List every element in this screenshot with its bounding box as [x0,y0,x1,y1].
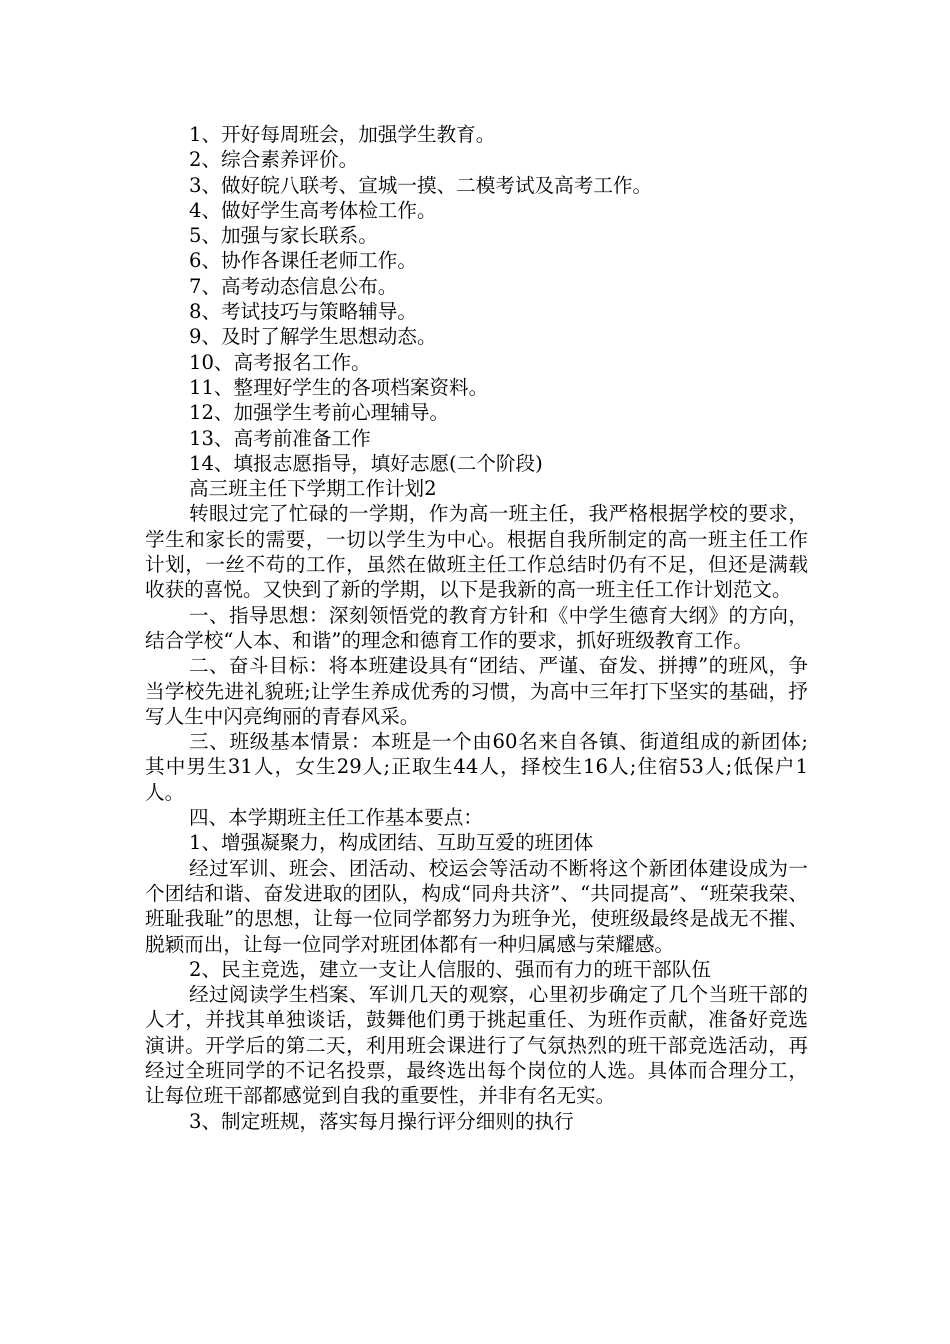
heading-key-points: 四、本学期班主任工作基本要点： [189,806,483,830]
list-item: 5、加强与家长联系。 [189,224,378,248]
list-item: 8、考试技巧与策略辅导。 [189,300,417,324]
list-item: 4、做好学生高考体检工作。 [189,198,437,222]
list-item: 11、整理好学生的各项档案资料。 [189,375,489,399]
paragraph-cohesion: 经过军训、班会、团活动、校运会等活动不断将这个新团体建设成为一个团结和谐、奋发进取的团队，构成“同舟共济”、“共同提高”、“班荣我荣、班耻我耻”的思想，让每一位同学都努力为班争光，使班级最终是战无不摧、脱颖而出，让每一位同学对班团体都有一种归属感与荣耀感。 [145,856,808,956]
work-item-list [145,122,808,476]
paragraph-class-situation: 三、班级基本情景：本班是一个由60名来自各镇、街道组成的新团体;其中男生31人，女生29人;正取生44人，择校生16人;住宿53人;低保户1人。 [145,730,808,804]
list-item: 1、开好每周班会，加强学生教育。 [189,123,496,146]
paragraph-election: 经过阅读学生档案、军训几天的观察，心里初步确定了几个当班干部的人才，并找其单独谈话，鼓舞他们勇于挑起重任、为班作贡献，准备好竞选演讲。开学后的第二天，利用班会课进行了气氛热烈的班干部竞选活动，再经过全班同学的不记名投票，最终选出每个岗位的人选。具体而合理分工，让每位班干部都感觉到自我的重要性，并非有名无实。 [145,983,808,1108]
list-item: 12、加强学生考前心理辅导。 [189,401,450,425]
paragraph-guiding-thought: 一、指导思想：深刻领悟党的教育方针和《中学生德育大纲》的方向，结合学校“人本、和谐”的理念和德育工作的要求，抓好班级教育工作。 [145,603,808,652]
list-item: 2、综合素养评价。 [189,148,359,172]
plan-body [145,501,808,1133]
list-item: 14、填报志愿指导，填好志愿(二个阶段) [189,451,543,475]
heading-cohesion: 1、增强凝聚力，构成团结、互助互爱的班团体 [189,831,594,855]
list-item: 10、高考报名工作。 [189,350,371,374]
list-item: 13、高考前准备工作 [189,426,371,450]
paragraph-goal: 二、奋斗目标：将本班建设具有“团结、严谨、奋发、拼搏”的班风，争当学校先进礼貌班;让学生养成优秀的习惯，为高中三年打下坚实的基础，抒写人生中闪亮绚丽的青春风采。 [145,654,808,728]
document-body [145,122,808,1134]
section-title: 高三班主任下学期工作计划2 [189,477,437,501]
list-item: 3、做好皖八联考、宣城一摸、二模考试及高考工作。 [189,173,653,197]
heading-election: 2、民主竞选，建立一支让人信服的、强而有力的班干部队伍 [189,957,711,981]
heading-class-rules: 3、制定班规，落实每月操行评分细则的执行 [189,1109,574,1133]
list-item: 7、高考动态信息公布。 [189,274,398,298]
list-item: 6、协作各课任老师工作。 [189,249,417,273]
paragraph-intro: 转眼过完了忙碌的一学期，作为高一班主任，我严格根据学校的要求，学生和家长的需要，一切以学生为中心。根据自我所制定的高一班主任工作计划，一丝不苟的工作，虽然在做班主任工作总结时仍有不足，但还是满载收获的喜悦。又快到了新的学期，以下是我新的高一班主任工作计划范文。 [145,502,808,602]
list-item: 9、及时了解学生思想动态。 [189,325,437,349]
